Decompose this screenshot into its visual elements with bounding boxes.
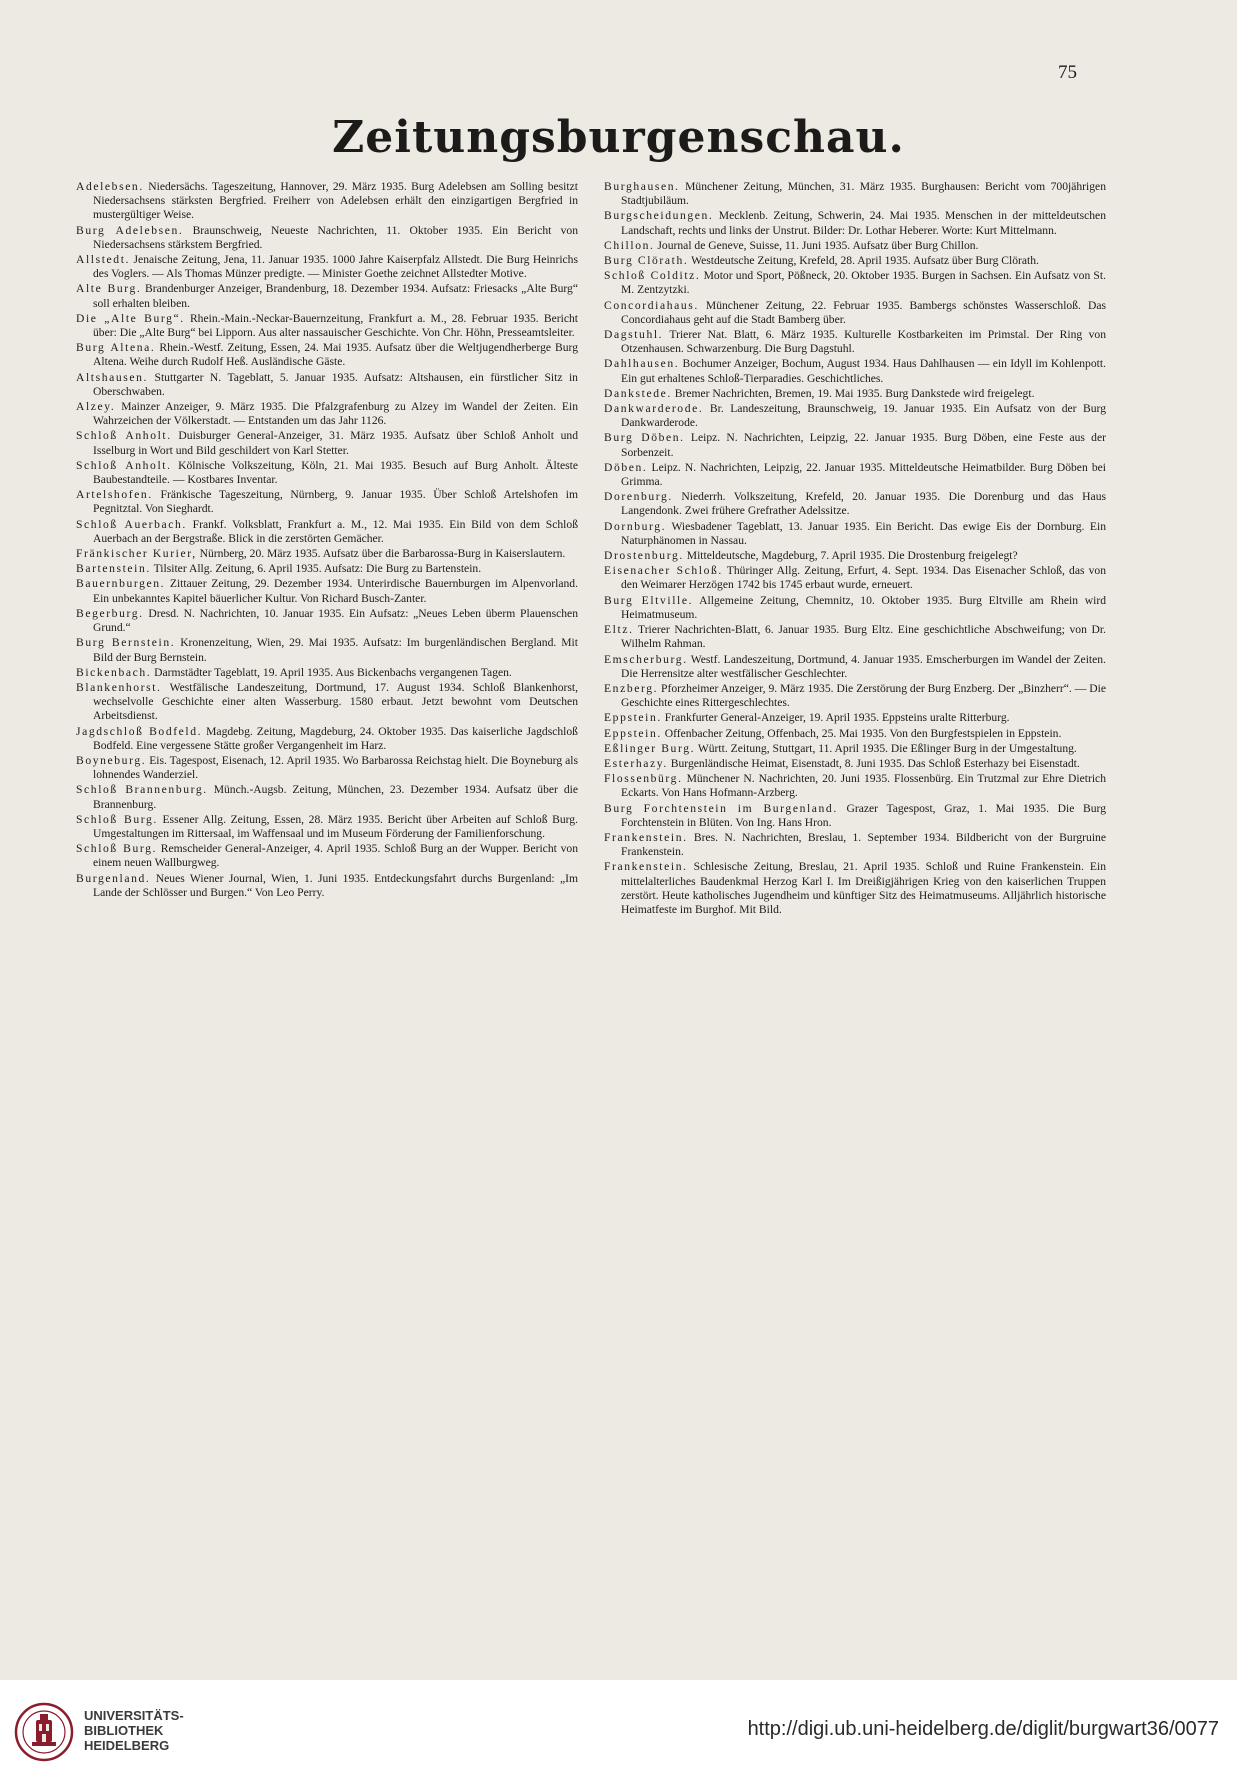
- index-entry: [76, 312, 578, 340]
- index-entry: [76, 518, 578, 546]
- entry-text: Journal de Geneve, Suisse, 11. Juni 1935. Aufsatz über Burg Chillon.: [657, 238, 979, 252]
- index-entry: [604, 682, 1106, 710]
- entry-keyword: Drostenburg.: [604, 549, 684, 563]
- entry-keyword: Eppstein.: [604, 726, 662, 740]
- entry-keyword: Artelshofen.: [76, 488, 153, 502]
- entry-keyword: Bauernburgen.: [76, 577, 166, 591]
- entry-keyword: Boyneburg.: [76, 753, 147, 767]
- entry-keyword: Blankenhorst.: [76, 680, 162, 694]
- entry-keyword: Jagdschloß Bodfeld.: [76, 724, 203, 738]
- entry-text: Rhein.-Westf. Zeitung, Essen, 24. Mai 1935. Aufsatz über die Weltjugendherberge Burg Altena. Weihe durch Rudolf Heß. Ausländische Gäste.: [93, 341, 578, 369]
- index-entry: [76, 666, 578, 680]
- entry-text: Stuttgarter N. Tageblatt, 5. Januar 1935. Aufsatz: Altshausen, ein fürstlicher Sitz in Oberschwaben.: [93, 370, 578, 398]
- left-column: [76, 180, 578, 1590]
- entry-text: Burgenländische Heimat, Eisenstadt, 8. Juni 1935. Das Schloß Esterhazy bei Eisenstadt.: [670, 756, 1080, 770]
- page-number: 75: [1058, 62, 1077, 83]
- index-entry: [604, 860, 1106, 917]
- entry-text: Allgemeine Zeitung, Chemnitz, 10. Oktober 1935. Burg Eltville am Rhein wird Heimatmuseum.: [621, 593, 1106, 621]
- entry-text: Grazer Tagespost, Graz, 1. Mai 1935. Die Burg Forchtenstein in Blüten. Von Ing. Hans Hron.: [621, 801, 1107, 829]
- index-entry: [604, 209, 1106, 237]
- entry-text: Leipz. N. Nachrichten, Leipzig, 22. Januar 1935. Mitteldeutsche Heimatbilder. Burg Döben bei Grimma.: [621, 460, 1106, 489]
- entry-text: Brandenburger Anzeiger, Brandenburg, 18. Dezember 1934. Aufsatz: Friesacks „Alte Burg“ soll erhalten bleiben.: [93, 282, 578, 310]
- entry-keyword: Burg Clörath.: [604, 254, 689, 268]
- index-entry: [604, 239, 1106, 253]
- entry-keyword: Dahlhausen.: [604, 357, 680, 371]
- index-entry: [604, 802, 1106, 830]
- index-entry: [76, 371, 578, 399]
- entry-keyword: Eisenacher Schloß.: [604, 564, 723, 578]
- entry-keyword: Frankenstein.: [604, 830, 688, 844]
- index-entry: [76, 872, 578, 900]
- index-entry: [604, 831, 1106, 859]
- index-entry: [76, 547, 578, 561]
- entry-keyword: Dornburg.: [604, 519, 667, 533]
- index-entry: [76, 224, 578, 252]
- entry-keyword: Eltz.: [604, 623, 634, 637]
- institution-line: UNIVERSITÄTS-: [84, 1708, 184, 1723]
- university-seal-icon: [14, 1702, 74, 1762]
- entry-keyword: Schloß Colditz.: [604, 269, 701, 283]
- index-entry: [604, 757, 1106, 771]
- index-entry: [604, 387, 1106, 401]
- entry-keyword: Adelebsen.: [76, 180, 144, 193]
- index-entry: [76, 725, 578, 753]
- entry-text: Trierer Nachrichten-Blatt, 6. Januar 1935. Burg Eltz. Eine geschichtliche Abschweifung; von Dr. Wilhelm Rahman.: [621, 623, 1106, 651]
- entry-keyword: Döben.: [604, 460, 648, 474]
- entry-text: Westf. Landeszeitung, Dortmund, 4. Januar 1935. Emscherburgen im Wandel der Zeiten. Die Herrensitze alter westfälischer Geschlechter.: [621, 652, 1106, 680]
- index-entry: [604, 299, 1106, 327]
- index-entry: [76, 562, 578, 576]
- entry-keyword: Chillon.: [604, 238, 655, 252]
- entry-keyword: Burg Forchtenstein im Burgenland.: [604, 801, 838, 815]
- text-columns: [76, 180, 1106, 1590]
- entry-text: Württ. Zeitung, Stuttgart, 11. April 1935. Die Eßlinger Burg in der Umgestaltung.: [697, 741, 1077, 755]
- entry-text: Dresd. N. Nachrichten, 10. Januar 1935. Ein Aufsatz: „Neues Leben überm Plauenschen Grund.“: [93, 606, 578, 635]
- entry-text: Braunschweig, Neueste Nachrichten, 11. Oktober 1935. Ein Bericht von Niedersachsens stärkstem Bergfried.: [93, 223, 578, 251]
- index-entry: [604, 727, 1106, 741]
- index-entry: [604, 520, 1106, 548]
- index-entry: [76, 180, 578, 223]
- index-entry: [604, 711, 1106, 725]
- entry-keyword: Dorenburg.: [604, 490, 673, 504]
- page-title: Zeitungsburgenschau.: [332, 112, 905, 163]
- entry-text: Rhein.-Main.-Neckar-Bauernzeitung, Frankfurt a. M., 28. Februar 1935. Bericht über: Die „Alte Burg“ bei Lipporn. Aus alter nassauischer Geschichte. Von Chr. Höhn, Presseamtsleiter.: [93, 311, 578, 340]
- index-entry: [604, 623, 1106, 651]
- entry-text: Zittauer Zeitung, 29. Dezember 1934. Unterirdische Bauernburgen im Alpenvorland. Ein unbekanntes Kapitel bäuerlicher Kultur. Von Richard Busch-Zanter.: [93, 577, 578, 605]
- entry-text: Mitteldeutsche, Magdeburg, 7. April 1935. Die Drostenburg freigelegt?: [686, 549, 1018, 563]
- index-entry: [604, 431, 1106, 459]
- entry-keyword: Burg Eltville.: [604, 593, 694, 607]
- entry-keyword: Alte Burg.: [76, 282, 142, 296]
- index-entry: [604, 742, 1106, 756]
- source-url-link[interactable]: http://digi.ub.uni-heidelberg.de/diglit/burgwart36/0077: [747, 1718, 1219, 1740]
- institution-line: BIBLIOTHEK: [84, 1723, 164, 1738]
- entry-text: Münchener N. Nachrichten, 20. Juni 1935. Flossenbürg. Ein Trutzmal zur Ehre Dietrich Eckarts. Von Hans Hofmann-Arzberg.: [621, 772, 1106, 800]
- entry-keyword: Schloß Burg.: [76, 812, 158, 826]
- entry-text: Motor und Sport, Pößneck, 20. Oktober 1935. Burgen in Sachsen. Ein Aufsatz von St. M. Zentzytzki.: [621, 269, 1106, 297]
- entry-keyword: Burg Bernstein.: [76, 636, 176, 650]
- entry-text: Mecklenb. Zeitung, Schwerin, 24. Mai 1935. Menschen in der mitteldeutschen Landschaft, rechts und links der Unstrut. Bilder: Dr. Lothar Heberer. Worte: Kurt Mittelmann.: [621, 209, 1106, 237]
- entry-text: Bochumer Anzeiger, Bochum, August 1934. Haus Dahlhausen — ein Idyll im Kohlenpott. Ein gut erhaltenes Schloß-Tierparadies. Geschichtliches.: [621, 357, 1106, 385]
- entry-keyword: Dankwarderode.: [604, 402, 704, 416]
- index-entry: [76, 341, 578, 369]
- entry-keyword: Bartenstein.: [76, 562, 151, 576]
- entry-keyword: Eppstein.: [604, 711, 662, 725]
- index-entry: [76, 488, 578, 516]
- entry-keyword: Concordiahaus.: [604, 298, 699, 312]
- viewer-footer: [0, 1680, 1237, 1771]
- entry-keyword: Esterhazy.: [604, 756, 668, 770]
- index-entry: [76, 400, 578, 428]
- entry-keyword: Schloß Brannenburg.: [76, 783, 208, 797]
- index-entry: [604, 594, 1106, 622]
- index-entry: [604, 549, 1106, 563]
- entry-keyword: Begerburg.: [76, 606, 144, 620]
- institution-name: [84, 1708, 184, 1753]
- entry-text: Schlesische Zeitung, Breslau, 21. April 1935. Schloß und Ruine Frankenstein. Ein mittelalterliches Baudenkmal Herzog Karl I. Im Dreißigjährigen Krieg von den kaiserlichen Truppen zerstört. Heute katholisches Jugendheim und künftiger Sitz des Heimatmuseums. Alljährlich historische Heimatfeste im Burghof. Mit Bild.: [621, 860, 1106, 916]
- index-entry: [604, 490, 1106, 518]
- entry-text: Westfälische Landeszeitung, Dortmund, 17. August 1934. Schloß Blankenhorst, wechselvolle Geschichte einer alten Wasserburg. 1580 erbaut. Jetzt bewohnt vom Deutschen Arbeitsdienst.: [93, 680, 578, 723]
- index-entry: [604, 772, 1106, 800]
- entry-keyword: Schloß Anholt.: [76, 458, 172, 472]
- entry-text: Remscheider General-Anzeiger, 4. April 1935. Schloß Burg an der Wupper. Bericht von einem neuen Wallburgweg.: [93, 842, 578, 870]
- entry-text: Br. Landeszeitung, Braunschweig, 19. Januar 1935. Ein Aufsatz von der Burg Dankwarderode.: [621, 402, 1106, 430]
- entry-keyword: Schloß Auerbach.: [76, 517, 187, 531]
- entry-keyword: Schloß Burg.: [76, 842, 158, 856]
- entry-text: Neues Wiener Journal, Wien, 1. Juni 1935. Entdeckungsfahrt durchs Burgenland: „Im Lande der Schlösser und Burgen.“ Von Leo Perry.: [93, 871, 578, 899]
- entry-keyword: Burg Döben.: [604, 431, 685, 445]
- entry-keyword: Die „Alte Burg“.: [76, 311, 185, 325]
- entry-text: Mainzer Anzeiger, 9. März 1935. Die Pfalzgrafenburg zu Alzey im Wandel der Zeiten. Ein Wahrzeichen der Völkerstadt. — Entstanden um das Jahr 1126.: [93, 400, 578, 428]
- index-entry: [76, 783, 578, 811]
- entry-keyword: Burgscheidungen.: [604, 209, 714, 223]
- entry-keyword: Allstedt.: [76, 253, 131, 267]
- index-entry: [76, 429, 578, 457]
- entry-text: Jenaische Zeitung, Jena, 11. Januar 1935. 1000 Jahre Kaiserpfalz Allstedt. Die Burg Heinrichs des Voglers. — Als Thomas Münzer predigte. — Minister Goethe zeichnet Allstedter Motive.: [93, 253, 578, 281]
- entry-keyword: Enzberg.: [604, 681, 659, 695]
- index-entry: [76, 842, 578, 870]
- entry-text: Frankfurter General-Anzeiger, 19. April 1935. Eppsteins uralte Ritterburg.: [664, 711, 1010, 725]
- index-entry: [76, 282, 578, 310]
- entry-text: Eis. Tagespost, Eisenach, 12. April 1935. Wo Barbarossa Reichstag hielt. Die Boyneburg als lohnendes Wanderziel.: [93, 753, 578, 782]
- entry-text: Tilsiter Allg. Zeitung, 6. April 1935. Aufsatz: Die Burg zu Bartenstein.: [153, 562, 482, 576]
- entry-text: Westdeutsche Zeitung, Krefeld, 28. April 1935. Aufsatz über Burg Clörath.: [691, 254, 1039, 268]
- entry-keyword: Frankenstein.: [604, 860, 688, 874]
- entry-keyword: Dankstede.: [604, 386, 672, 400]
- index-entry: [604, 328, 1106, 356]
- entry-text: Duisburger General-Anzeiger, 31. März 1935. Aufsatz über Schloß Anholt und Isselburg in Wort und Bild geschildert von Karl Stetter.: [93, 429, 578, 457]
- index-entry: [76, 459, 578, 487]
- entry-text: Bremer Nachrichten, Bremen, 19. Mai 1935. Burg Dankstede wird freigelegt.: [674, 386, 1035, 400]
- entry-text: Darmstädter Tageblatt, 19. April 1935. Aus Bickenbachs vergangenen Tagen.: [154, 665, 512, 679]
- index-entry: [604, 357, 1106, 385]
- entry-keyword: Alzey.: [76, 400, 116, 414]
- entry-keyword: Dagstuhl.: [604, 328, 664, 342]
- entry-text: Niederrh. Volkszeitung, Krefeld, 20. Januar 1935. Die Dorenburg und das Haus Langendonk. Zwei frühere Grefrather Adelssitze.: [621, 490, 1106, 518]
- index-entry: [76, 577, 578, 605]
- entry-text: Nürnberg, 20. März 1935. Aufsatz über die Barbarossa-Burg in Kaiserslautern.: [199, 547, 566, 561]
- entry-keyword: Altshausen.: [76, 370, 149, 384]
- entry-keyword: Burg Altena.: [76, 341, 156, 355]
- index-entry: [604, 461, 1106, 489]
- entry-text: Frankf. Volksblatt, Frankfurt a. M., 12. Mai 1935. Ein Bild von dem Schloß Auerbach an der Bergstraße. Blick in die zerstörten Gemächer.: [93, 517, 578, 545]
- entry-keyword: Burgenland.: [76, 871, 151, 885]
- entry-text: Trierer Nat. Blatt, 6. März 1935. Kulturelle Kostbarkeiten im Primstal. Der Ring von Otzenhausen. Schwarzenburg. Die Burg Dagstuhl.: [621, 328, 1106, 356]
- entry-text: Pforzheimer Anzeiger, 9. März 1935. Die Zerstörung der Burg Enzberg. Der „Binzherr“. — Die Geschichte eines Rittergeschlechtes.: [621, 681, 1106, 710]
- entry-text: Bres. N. Nachrichten, Breslau, 1. September 1934. Bildbericht von der Burgruine Frankenstein.: [621, 830, 1106, 859]
- entry-text: Niedersächs. Tageszeitung, Hannover, 29. März 1935. Burg Adelebsen am Solling besitzt Niedersachsens stärksten Bergfried. Freiherr von Adelebsen erhält den einzigartigen Bergfried in mustergültiger Weise.: [93, 180, 578, 222]
- index-entry: [76, 636, 578, 664]
- entry-keyword: Bickenbach.: [76, 665, 152, 679]
- index-entry: [604, 402, 1106, 430]
- entry-text: Thüringer Allg. Zeitung, Erfurt, 4. Sept. 1934. Das Eisenacher Schloß, das von den Weimarer Herzögen 1742 bis 1745 erbaut wurde, erneuert.: [621, 564, 1106, 592]
- index-entry: [76, 754, 578, 782]
- index-entry: [76, 253, 578, 281]
- index-entry: [76, 681, 578, 724]
- entry-text: Münchener Zeitung, 22. Februar 1935. Bambergs schönstes Wasserschloß. Das Concordiahaus geht auf die Stadt Bamberg über.: [621, 298, 1106, 326]
- index-entry: [76, 607, 578, 635]
- entry-text: Kölnische Volkszeitung, Köln, 21. Mai 1935. Besuch auf Burg Anholt. Älteste Baubestandteile. — Kostbares Inventar.: [93, 458, 578, 487]
- entry-text: Münch.-Augsb. Zeitung, München, 23. Dezember 1934. Aufsatz über die Brannenburg.: [93, 783, 578, 811]
- index-entry: [604, 653, 1106, 681]
- entry-text: Münchener Zeitung, München, 31. März 1935. Burghausen: Bericht vom 700jährigen Stadtjubiläum.: [621, 180, 1106, 208]
- entry-keyword: Emscherburg.: [604, 652, 688, 666]
- entry-text: Magdebg. Zeitung, Magdeburg, 24. Oktober 1935. Das kaiserliche Jagdschloß Bodfeld. Eine vergessene Stätte großer Vergangenheit im Harz.: [93, 724, 578, 752]
- index-entry: [76, 813, 578, 841]
- index-entry: [604, 180, 1106, 208]
- index-entry: [604, 254, 1106, 268]
- right-column: [604, 180, 1106, 1590]
- index-entry: [604, 564, 1106, 592]
- index-entry: [604, 269, 1106, 297]
- entry-text: Essener Allg. Zeitung, Essen, 28. März 1935. Bericht über Arbeiten auf Schloß Burg. Umgestaltungen im Rittersaal, im Waffensaal und im Museum Förderung der Familienforschung.: [93, 812, 578, 840]
- entry-text: Offenbacher Zeitung, Offenbach, 25. Mai 1935. Von den Burgfestspielen in Eppstein.: [664, 726, 1062, 740]
- entry-text: Wiesbadener Tageblatt, 13. Januar 1935. Ein Bericht. Das ewige Eis der Dornburg. Ein Naturphänomen in Nassau.: [621, 519, 1106, 547]
- entry-keyword: Burg Adelebsen.: [76, 223, 184, 237]
- entry-text: Fränkische Tageszeitung, Nürnberg, 9. Januar 1935. Über Schloß Artelshofen im Pegnitztal. Von Sieghardt.: [93, 488, 578, 516]
- entry-text: Kronenzeitung, Wien, 29. Mai 1935. Aufsatz: Im burgenländischen Bergland. Mit Bild der Burg Bernstein.: [93, 636, 578, 664]
- institution-line: HEIDELBERG: [84, 1738, 170, 1753]
- entry-keyword: Eßlinger Burg.: [604, 741, 696, 755]
- entry-text: Leipz. N. Nachrichten, Leipzig, 22. Januar 1935. Burg Döben, eine Feste aus der Sorbenzeit.: [621, 431, 1106, 459]
- entry-keyword: Flossenbürg.: [604, 772, 683, 786]
- entry-keyword: Fränkischer Kurier,: [76, 547, 197, 561]
- entry-keyword: Schloß Anholt.: [76, 429, 172, 443]
- entry-keyword: Burghausen.: [604, 180, 680, 193]
